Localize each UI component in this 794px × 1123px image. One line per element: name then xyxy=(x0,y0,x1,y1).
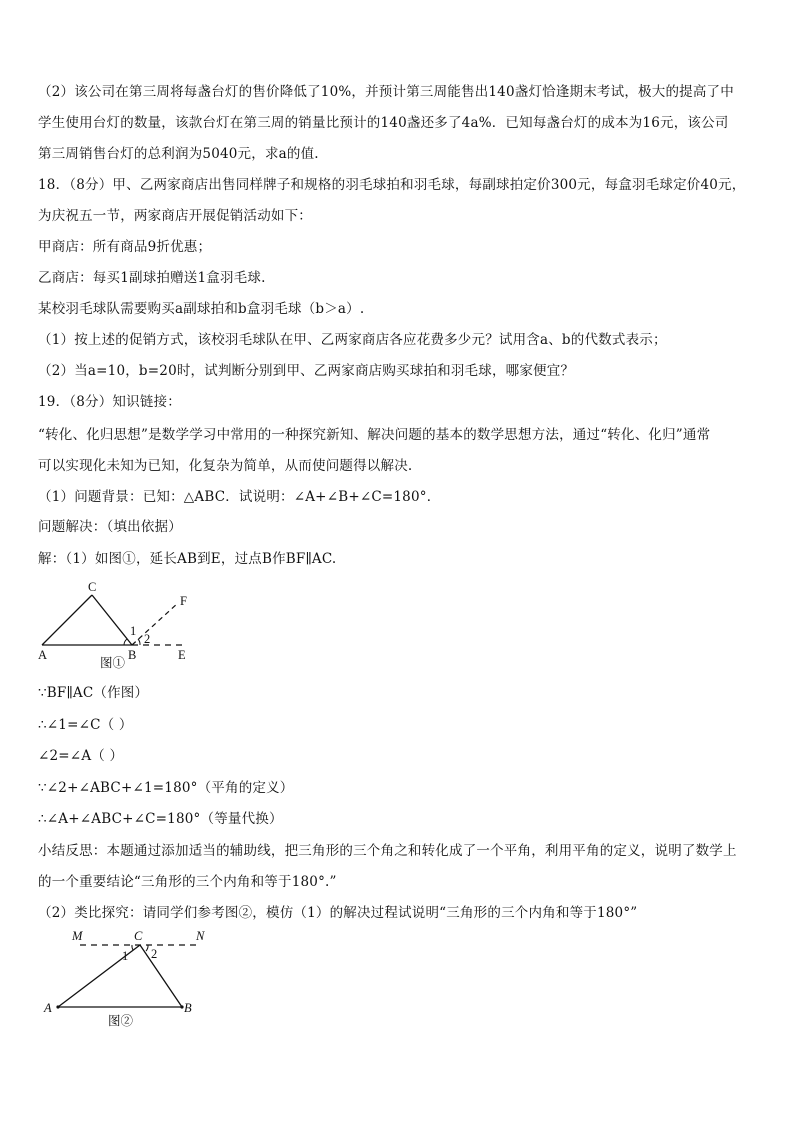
text-line: 的一个重要结论“三角形的三个内角和等于180°.” xyxy=(38,874,337,890)
text-line: ∵BF∥AC（作图） xyxy=(38,685,149,701)
label-e: E xyxy=(178,648,186,662)
figure-1-caption: 图① xyxy=(100,656,126,670)
label-b: B xyxy=(184,1001,192,1015)
text-line: ∴∠1=∠C（ ） xyxy=(38,717,133,733)
label-c: C xyxy=(134,929,143,943)
figure-2-triangle-abc xyxy=(30,925,230,1035)
text-line: “转化、化归思想”是数学学习中常用的一种探究新知、解决问题的基本的数学思想方法，通过“转化、化归”通常 xyxy=(38,427,711,443)
angle-2-label: 2 xyxy=(144,632,151,646)
text-line: 学生使用台灯的数量，该款台灯在第三周的销量比预计的140盏还多了4a%．已知每盏台灯的成本为16元，该公司 xyxy=(38,115,729,131)
text-line: 19．（8分）知识链接： xyxy=(38,394,181,410)
text-line: （2）该公司在第三周将每盏台灯的售价降低了10%，并预计第三周能售出140盏灯恰逢期末考试，极大的提高了中 xyxy=(38,84,734,100)
label-n: N xyxy=(196,929,205,943)
text-line: 18．（8分）甲、乙两家商店出售同样牌子和规格的羽毛球拍和羽毛球，每副球拍定价300元，每盒羽毛球定价40元， xyxy=(38,177,746,193)
label-a: A xyxy=(38,648,48,662)
text-line: 小结反思：本题通过添加适当的辅助线，把三角形的三个角之和转化成了一个平角，利用平角的定义，说明了数学上 xyxy=(38,843,737,859)
text-line: 解：（1）如图①，延长AB到E，过点B作BF∥AC. xyxy=(38,551,337,567)
text-line: ∠2=∠A（ ） xyxy=(38,748,124,764)
angle-1-label: 1 xyxy=(122,949,129,963)
text-line: 为庆祝五一节，两家商店开展促销活动如下： xyxy=(38,208,312,224)
label-a: A xyxy=(44,1001,52,1015)
text-line: （2）类比探究：请同学们参考图②，模仿（1）的解决过程试说明“三角形的三个内角和等于180°” xyxy=(38,905,638,921)
label-c: C xyxy=(88,580,97,594)
text-line: 甲商店：所有商品9折优惠； xyxy=(38,239,212,255)
text-line: ∵∠2+∠ABC+∠1=180°（平角的定义） xyxy=(38,780,294,796)
text-line: 某校羽毛球队需要购买a副球拍和b盒羽毛球（b＞a）. xyxy=(38,301,365,317)
text-line: 可以实现化未知为已知，化复杂为简单，从而使问题得以解决. xyxy=(38,458,413,474)
label-b: B xyxy=(128,648,137,662)
label-m: M xyxy=(72,929,83,943)
text-line: 乙商店：每买1副球拍赠送1盒羽毛球. xyxy=(38,270,266,286)
text-line: ∴∠A+∠ABC+∠C=180°（等量代换） xyxy=(38,811,283,827)
angle-2-label: 2 xyxy=(151,947,158,961)
label-f: F xyxy=(180,594,187,608)
text-line: （2）当a=10，b=20时，试判断分别到甲、乙两家商店购买球拍和羽毛球，哪家便宜？ xyxy=(38,363,575,379)
text-line: 问题解决：（填出依据） xyxy=(38,519,182,535)
figure-2-caption: 图② xyxy=(108,1014,134,1028)
text-line: 第三周销售台灯的总利润为5040元，求a的值. xyxy=(38,146,319,162)
text-line: （1）按上述的促销方式，该校羽毛球队在甲、乙两家商店各应花费多少元？试用含a、b的代数式表示； xyxy=(38,332,667,348)
angle-1-label: 1 xyxy=(130,624,137,638)
figure-1-triangle-abc xyxy=(30,575,230,675)
text-line: （1）问题背景：已知：△ABC．试说明：∠A+∠B+∠C=180°． xyxy=(38,489,441,505)
